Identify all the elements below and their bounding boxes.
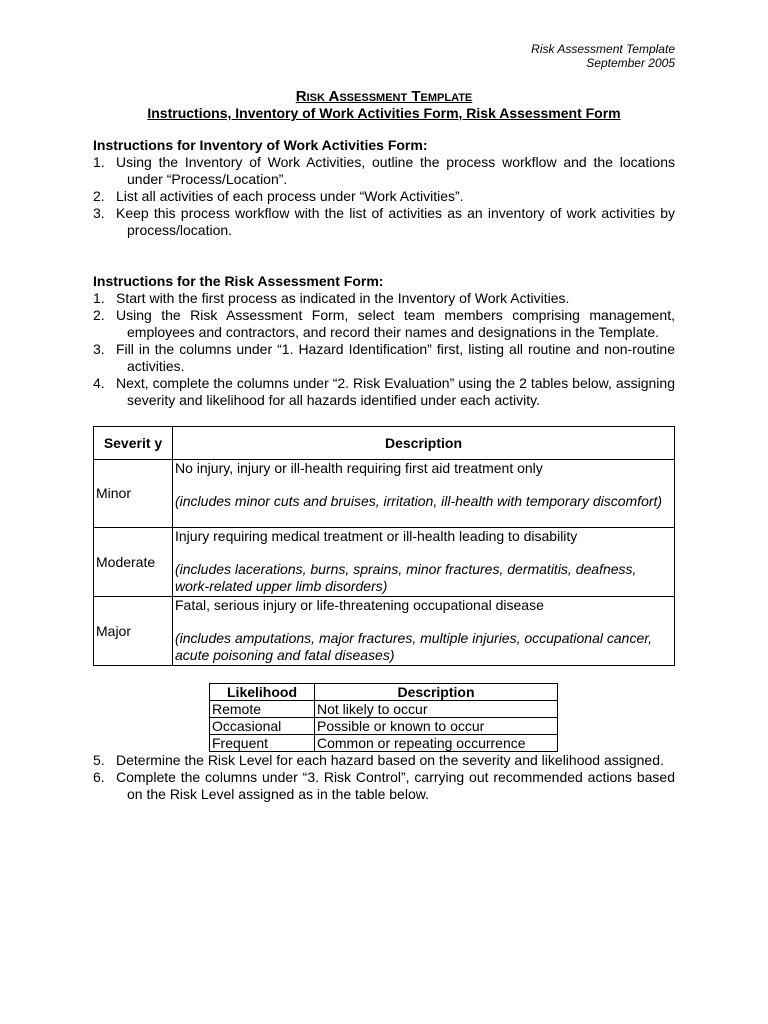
table-row: [210, 718, 558, 735]
list-item: [93, 188, 675, 205]
list-item: [93, 375, 675, 409]
description-column-header: Description: [173, 427, 675, 460]
running-header: [93, 42, 675, 70]
item-number: 4.: [93, 375, 105, 391]
section-heading-risk-form: Instructions for the Risk Assessment Form:: [93, 273, 384, 289]
table-row: [210, 701, 558, 718]
risk-form-instructions-list: [93, 290, 675, 409]
likelihood-description-cell: Possible or known to occur: [315, 718, 558, 735]
item-text: Determine the Risk Level for each hazard based on the severity and likelihood assigned.: [116, 752, 664, 768]
table-header-row: [210, 684, 558, 701]
list-item: [93, 341, 675, 375]
table-header-row: [94, 427, 675, 460]
item-text: Complete the columns under “3. Risk Control”, carrying out recommended actions based on the Risk Level assigned as in the table below.: [116, 769, 675, 802]
item-number: 6.: [93, 769, 105, 785]
severity-description-cell: [173, 528, 675, 597]
table-row: [94, 597, 675, 666]
severity-description-cell: [173, 460, 675, 528]
item-text: Fill in the columns under “1. Hazard Identification” first, listing all routine and non-routine activities.: [116, 341, 675, 374]
item-text: Using the Inventory of Work Activities, outline the process workflow and the locations under “Process/Location”.: [116, 154, 675, 187]
document-page: [93, 42, 675, 803]
table-row: [210, 735, 558, 752]
list-item: [93, 752, 675, 769]
item-text: List all activities of each process under “Work Activities”.: [116, 188, 464, 204]
likelihood-table: [209, 683, 558, 752]
likelihood-column-header: Likelihood: [210, 684, 315, 701]
header-doc-name: Risk Assessment Template: [531, 42, 675, 56]
list-item: [93, 769, 675, 803]
item-number: 3.: [93, 205, 105, 221]
item-text: Using the Risk Assessment Form, select team members comprising management, employees and contractors, and record their names and designations in the Template.: [116, 307, 675, 340]
severity-examples: (includes amputations, major fractures, multiple injuries, occupational cancer, acute poisoning and fatal diseases): [175, 630, 653, 663]
table-row: [94, 460, 675, 528]
severity-column-header: Severit y: [94, 427, 173, 460]
item-text: Keep this process workflow with the list of activities as an inventory of work activities by process/location.: [116, 205, 675, 238]
item-text: Next, complete the columns under “2. Risk Evaluation” using the 2 tables below, assigning severity and likelihood for all hazards identified under each activity.: [116, 375, 675, 408]
item-number: 5.: [93, 752, 105, 768]
likelihood-level-cell: Frequent: [210, 735, 315, 752]
document-title: Risk Assessment Template: [295, 88, 473, 105]
likelihood-description-cell: Common or repeating occurrence: [315, 735, 558, 752]
severity-level-cell: Moderate: [94, 528, 173, 597]
inventory-instructions-list: [93, 154, 675, 239]
item-number: 1.: [93, 154, 105, 170]
severity-description: Fatal, serious injury or life-threatening occupational disease: [175, 597, 544, 613]
list-item: [93, 290, 675, 307]
table-row: [94, 528, 675, 597]
severity-description: Injury requiring medical treatment or ill-health leading to disability: [175, 528, 578, 544]
severity-level-cell: Major: [94, 597, 173, 666]
header-date: September 2005: [586, 56, 675, 70]
likelihood-level-cell: Occasional: [210, 718, 315, 735]
likelihood-description-cell: Not likely to occur: [315, 701, 558, 718]
list-item: [93, 154, 675, 188]
item-number: 3.: [93, 341, 105, 357]
document-subtitle: Instructions, Inventory of Work Activities Form, Risk Assessment Form: [147, 105, 621, 121]
likelihood-level-cell: Remote: [210, 701, 315, 718]
list-item: [93, 205, 675, 239]
severity-level-cell: Minor: [94, 460, 173, 528]
risk-level-instructions-list: [93, 752, 675, 803]
list-item: [93, 307, 675, 341]
severity-examples: (includes minor cuts and bruises, irritation, ill-health with temporary discomfort): [175, 493, 663, 509]
item-number: 1.: [93, 290, 105, 306]
severity-description: No injury, injury or ill-health requiring first aid treatment only: [175, 460, 543, 476]
item-text: Start with the first process as indicated in the Inventory of Work Activities.: [116, 290, 570, 306]
item-number: 2.: [93, 307, 105, 323]
description-column-header: Description: [315, 684, 558, 701]
section-heading-inventory: Instructions for Inventory of Work Activities Form:: [93, 137, 428, 153]
item-number: 2.: [93, 188, 105, 204]
severity-table: [93, 426, 675, 666]
severity-description-cell: [173, 597, 675, 666]
severity-examples: (includes lacerations, burns, sprains, minor fractures, dermatitis, deafness, work-related upper limb disorders): [175, 561, 637, 594]
